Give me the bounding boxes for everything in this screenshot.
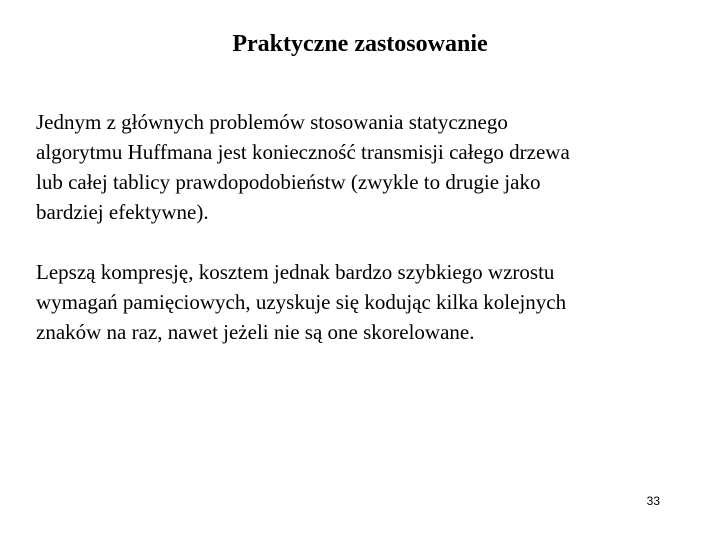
page-number: 33: [646, 494, 660, 508]
paragraph-huffman-problem: [36, 107, 676, 227]
paragraph-line: znaków na raz, nawet jeżeli nie są one skorelowane.: [36, 320, 475, 344]
slide-title: Praktyczne zastosowanie: [232, 31, 488, 57]
slide-body: [36, 107, 676, 347]
paragraph-line: lub całej tablicy prawdopodobieństw (zwykle to drugie jako: [36, 170, 541, 194]
paragraph-better-compression: [36, 257, 676, 347]
paragraph-line: bardziej efektywne).: [36, 200, 209, 224]
paragraph-line: Jednym z głównych problemów stosowania statycznego: [36, 110, 508, 134]
paragraph-line: Lepszą kompresję, kosztem jednak bardzo szybkiego wzrostu: [36, 260, 555, 284]
paragraph-line: algorytmu Huffmana jest konieczność transmisji całego drzewa: [36, 140, 570, 164]
paragraph-line: wymagań pamięciowych, uzyskuje się kodując kilka kolejnych: [36, 290, 567, 314]
